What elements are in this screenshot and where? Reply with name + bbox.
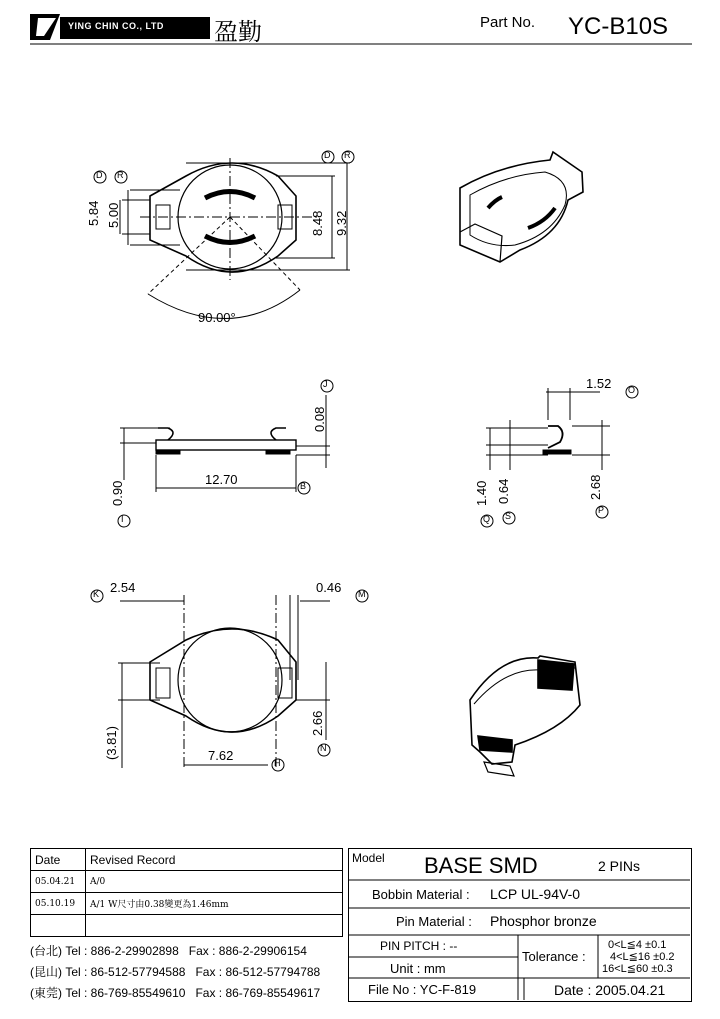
marker-m: M	[358, 589, 366, 599]
contact-fax: Fax : 86-769-85549617	[195, 986, 321, 1000]
rev-date	[31, 915, 86, 937]
dim-3-81: (3.81)	[104, 726, 119, 760]
unit: Unit : mm	[390, 961, 446, 976]
pin-count: 2 PINs	[598, 858, 641, 874]
dim-5-00: 5.00	[106, 202, 121, 228]
dim-5-84: 5.84	[86, 200, 101, 226]
tolerance-2: 4<L≦16 ±0.2	[610, 951, 675, 963]
contact-city: (昆山)	[30, 965, 62, 979]
pin-material-label: Pin Material :	[396, 914, 472, 929]
dim-0-64: 0.64	[496, 478, 511, 504]
dim-8-48: 8.48	[310, 210, 325, 236]
revision-table	[30, 848, 343, 937]
rev-record: A/0	[86, 871, 343, 893]
contact-city: (台北)	[30, 944, 62, 958]
tolerance-label: Tolerance :	[522, 949, 586, 964]
pin-pitch: PIN PITCH : --	[380, 939, 458, 953]
contact-tel: Tel : 86-769-85549610	[65, 986, 186, 1000]
model-name: BASE SMD	[424, 853, 538, 878]
marker-h: H	[274, 758, 281, 768]
marker-q: Q	[483, 514, 491, 524]
marker-o: O	[628, 385, 636, 395]
dim-2-66: 2.66	[310, 710, 325, 736]
dim-0-46: 0.46	[316, 580, 342, 595]
rev-record	[86, 915, 343, 937]
side-view-drawing	[118, 380, 333, 527]
bobbin-material: LCP UL-94V-0	[490, 886, 581, 902]
part-no-label: Part No.	[480, 14, 536, 31]
marker-d: D	[96, 170, 103, 180]
marker-s: S	[505, 511, 512, 521]
marker-j: J	[323, 379, 328, 389]
rev-date: 05.04.21	[31, 871, 86, 893]
isometric-view-top	[460, 152, 583, 262]
part-number: YC-B10S	[568, 13, 669, 40]
bobbin-label: Bobbin Material :	[372, 887, 470, 902]
contact-city: (東莞)	[30, 986, 62, 1000]
rev-header-date: Date	[31, 849, 86, 871]
dim-2-68: 2.68	[588, 474, 603, 500]
dim-7-62: 7.62	[208, 748, 234, 763]
rev-date: 05.10.19	[31, 893, 86, 915]
contact-tel: Tel : 86-512-57794588	[65, 965, 186, 979]
file-number: File No : YC-F-819	[368, 982, 477, 997]
tolerance-1: 0<L≦4 ±0.1	[608, 939, 667, 951]
marker-p: P	[598, 505, 605, 515]
dim-1-40: 1.40	[474, 480, 489, 506]
marker-k: K	[93, 589, 100, 599]
dim-0-90: 0.90	[110, 480, 125, 506]
dim-12-70: 12.70	[205, 472, 238, 487]
dim-0-08: 0.08	[312, 406, 327, 432]
dim-1-52: 1.52	[586, 376, 612, 391]
contact-tel: Tel : 886-2-29902898	[65, 944, 179, 958]
pin-material: Phosphor bronze	[490, 913, 597, 929]
tolerance-3: 16<L≦60 ±0.3	[602, 963, 673, 975]
contact-fax: Fax : 886-2-29906154	[188, 944, 307, 958]
marker-r: R	[117, 170, 124, 180]
pin-detail-drawing	[481, 386, 638, 527]
dim-9-32: 9.32	[334, 210, 349, 236]
company-name-cn: 盈勤	[214, 18, 262, 46]
marker-n: N	[320, 743, 327, 753]
rev-record: A/1 W尺寸由0.38變更為1.46mm	[86, 893, 343, 915]
dim-2-54: 2.54	[110, 580, 136, 595]
contact-fax: Fax : 86-512-57794788	[195, 965, 321, 979]
dim-angle: 90.00°	[198, 310, 236, 325]
marker-b: B	[300, 481, 307, 491]
contact-row	[30, 963, 320, 980]
marker-r-right: R	[344, 150, 351, 160]
drawing-date: Date : 2005.04.21	[554, 982, 666, 998]
contact-row	[30, 942, 307, 959]
company-name-en: YING CHIN CO., LTD	[68, 21, 164, 31]
model-label: Model	[352, 851, 385, 865]
marker-i: I	[121, 514, 124, 524]
marker-d-right: D	[324, 150, 331, 160]
isometric-view-bottom	[470, 656, 580, 776]
rev-header-record: Revised Record	[86, 849, 343, 871]
contact-row	[30, 984, 320, 1001]
